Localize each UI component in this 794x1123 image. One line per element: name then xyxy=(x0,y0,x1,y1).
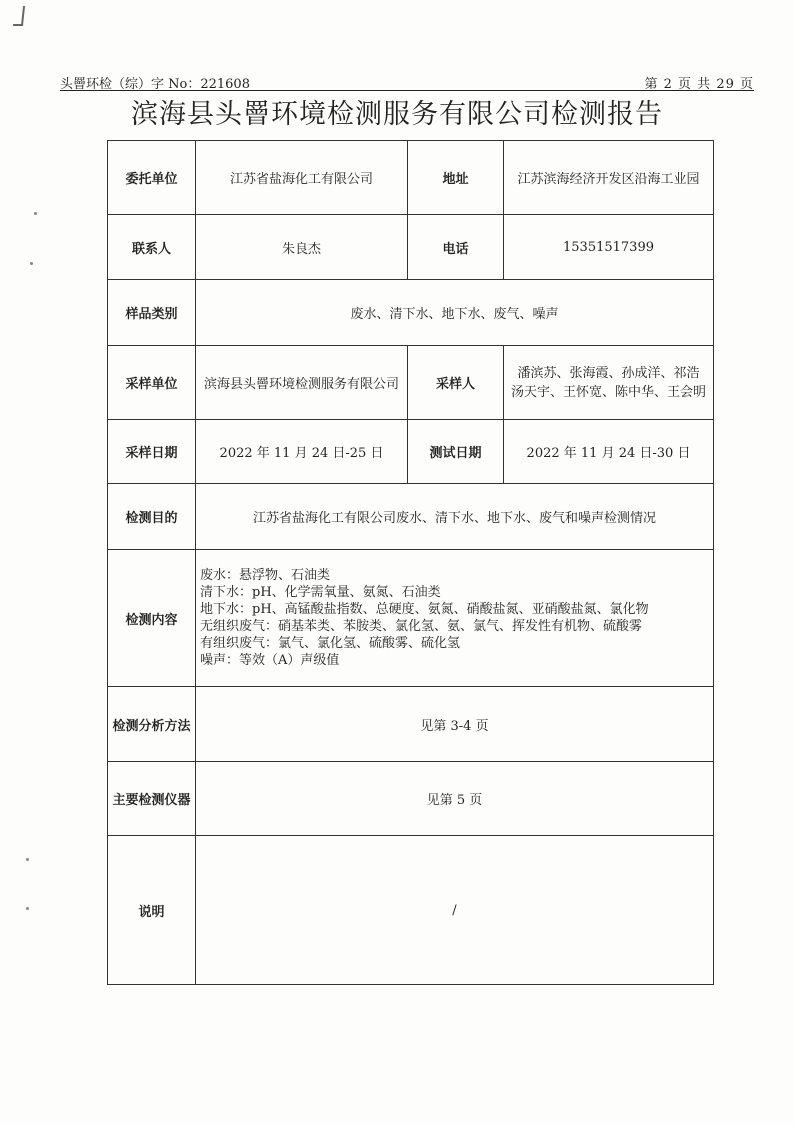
address-value: 江苏滨海经济开发区沿海工业园 xyxy=(504,141,714,215)
table-row xyxy=(108,836,714,985)
table-row xyxy=(108,141,714,215)
table-row xyxy=(108,550,714,687)
content-label: 检测内容 xyxy=(108,550,196,687)
page-title: 滨海县头罾环境检测服务有限公司检测报告 xyxy=(131,99,663,130)
purpose-value: 江苏省盐海化工有限公司废水、清下水、地下水、废气和噪声检测情况 xyxy=(196,484,714,550)
scan-speck xyxy=(30,262,33,265)
sampling-unit-value: 滨海县头罾环境检测服务有限公司 xyxy=(196,346,408,420)
purpose-label: 检测目的 xyxy=(108,484,196,550)
sample-type-label: 样品类别 xyxy=(108,280,196,346)
page-counter: 第 2 页 共 29 页 xyxy=(644,77,754,92)
test-date-value: 2022 年 11 月 24 日-30 日 xyxy=(504,420,714,484)
corner-mark xyxy=(13,6,25,26)
content-line: 清下水：pH、化学需氧量、氨氮、石油类 xyxy=(200,585,441,600)
table-row xyxy=(108,280,714,346)
scan-speck xyxy=(34,212,37,215)
content-line: 无组织废气：硝基苯类、苯胺类、氯化氢、氨、氯气、挥发性有机物、硫酸雾 xyxy=(200,619,643,634)
method-label: 检测分析方法 xyxy=(108,687,196,762)
instrument-label: 主要检测仪器 xyxy=(108,762,196,836)
content-line: 有组织废气：氯气、氯化氢、硫酸雾、硫化氢 xyxy=(200,636,461,651)
content-line: 废水：悬浮物、石油类 xyxy=(200,568,331,583)
content-line: 地下水：pH、高锰酸盐指数、总硬度、氨氮、硝酸盐氮、亚硝酸盐氮、氯化物 xyxy=(200,602,649,617)
client-value: 江苏省盐海化工有限公司 xyxy=(196,141,408,215)
scan-speck xyxy=(26,907,29,910)
report-header xyxy=(60,70,754,91)
table-row xyxy=(108,420,714,484)
phone-label: 电话 xyxy=(408,215,504,280)
phone-value: 15351517399 xyxy=(504,215,714,280)
document-number: 头罾环检（综）字 No：221608 xyxy=(60,77,250,92)
contact-label: 联系人 xyxy=(108,215,196,280)
sampling-date-value: 2022 年 11 月 24 日-25 日 xyxy=(196,420,408,484)
table-row xyxy=(108,687,714,762)
client-label: 委托单位 xyxy=(108,141,196,215)
sampling-unit-label: 采样单位 xyxy=(108,346,196,420)
instrument-value: 见第 5 页 xyxy=(196,762,714,836)
test-date-label: 测试日期 xyxy=(408,420,504,484)
table-row xyxy=(108,484,714,550)
report-info-table xyxy=(107,140,714,985)
method-value: 见第 3-4 页 xyxy=(196,687,714,762)
remark-label: 说明 xyxy=(108,836,196,985)
content-line: 噪声：等效（A）声级值 xyxy=(200,653,340,668)
sample-type-value: 废水、清下水、地下水、废气、噪声 xyxy=(196,280,714,346)
address-label: 地址 xyxy=(408,141,504,215)
remark-value: / xyxy=(196,836,714,985)
sampler-label: 采样人 xyxy=(408,346,504,420)
sampler-value xyxy=(504,346,714,420)
table-row xyxy=(108,762,714,836)
content-value xyxy=(196,550,714,687)
sampler-line-2: 汤天宇、王怀宽、陈中华、王会明 xyxy=(510,384,706,400)
table-row xyxy=(108,215,714,280)
sampler-line-1: 潘滨苏、张海霞、孙成洋、祁浩 xyxy=(517,365,700,381)
contact-value: 朱良杰 xyxy=(196,215,408,280)
table-row xyxy=(108,346,714,420)
sampling-date-label: 采样日期 xyxy=(108,420,196,484)
scan-speck xyxy=(26,858,29,861)
